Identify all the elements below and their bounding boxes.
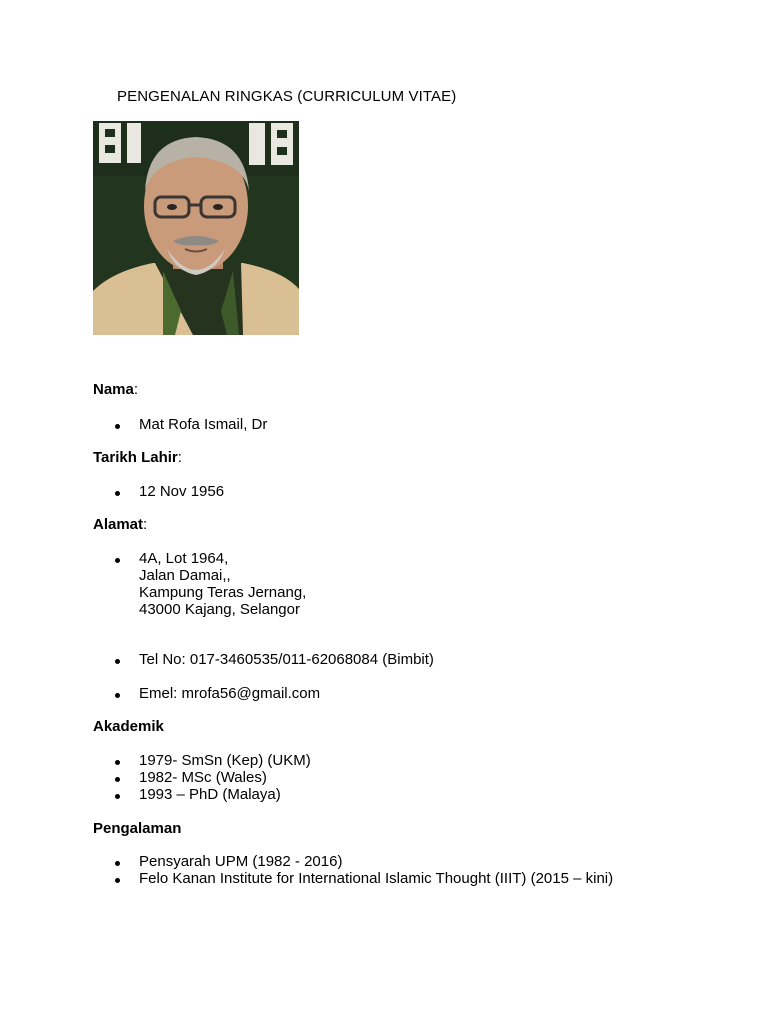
nama-value: Mat Rofa Ismail, Dr bbox=[139, 416, 268, 433]
nama-label: Nama: bbox=[93, 381, 139, 398]
akademik-bullet bbox=[115, 794, 120, 799]
tarikh-lahir-bullet bbox=[115, 491, 120, 496]
email-value: Emel: mrofa56@gmail.com bbox=[139, 685, 321, 702]
akademik-bullet bbox=[115, 777, 120, 782]
tel-bullet bbox=[115, 659, 120, 664]
pengalaman-bullet bbox=[115, 878, 120, 883]
address-line: Jalan Damai,, bbox=[139, 567, 231, 584]
address-line: 4A, Lot 1964, bbox=[139, 550, 229, 567]
address-line: Kampung Teras Jernang, bbox=[139, 584, 307, 601]
akademik-item: 1979- SmSn (Kep) (UKM) bbox=[139, 752, 311, 769]
address-line: 43000 Kajang, Selangor bbox=[139, 601, 300, 618]
pengalaman-item: Felo Kanan Institute for International Islamic Thought (IIIT) (2015 – kini) bbox=[139, 870, 614, 887]
alamat-address bbox=[139, 550, 306, 618]
pengalaman-bullet bbox=[115, 861, 120, 866]
document-title: PENGENALAN RINGKAS (CURRICULUM VITAE) bbox=[117, 88, 457, 105]
pengalaman-label: Pengalaman bbox=[93, 820, 182, 837]
akademik-item: 1993 – PhD (Malaya) bbox=[139, 786, 281, 803]
tel-value: Tel No: 017-3460535/011-62068084 (Bimbit) bbox=[139, 651, 434, 668]
tarikh-lahir-value: 12 Nov 1956 bbox=[139, 483, 225, 500]
nama-bullet bbox=[115, 424, 120, 429]
alamat-label: Alamat: bbox=[93, 516, 148, 533]
akademik-bullet bbox=[115, 760, 120, 765]
pengalaman-item: Pensyarah UPM (1982 - 2016) bbox=[139, 853, 343, 870]
akademik-label: Akademik bbox=[93, 718, 164, 735]
alamat-bullet bbox=[115, 558, 120, 563]
akademik-item: 1982- MSc (Wales) bbox=[139, 769, 267, 786]
tarikh-lahir-label: Tarikh Lahir: bbox=[93, 449, 182, 466]
email-bullet bbox=[115, 693, 120, 698]
profile-photo bbox=[93, 121, 299, 335]
